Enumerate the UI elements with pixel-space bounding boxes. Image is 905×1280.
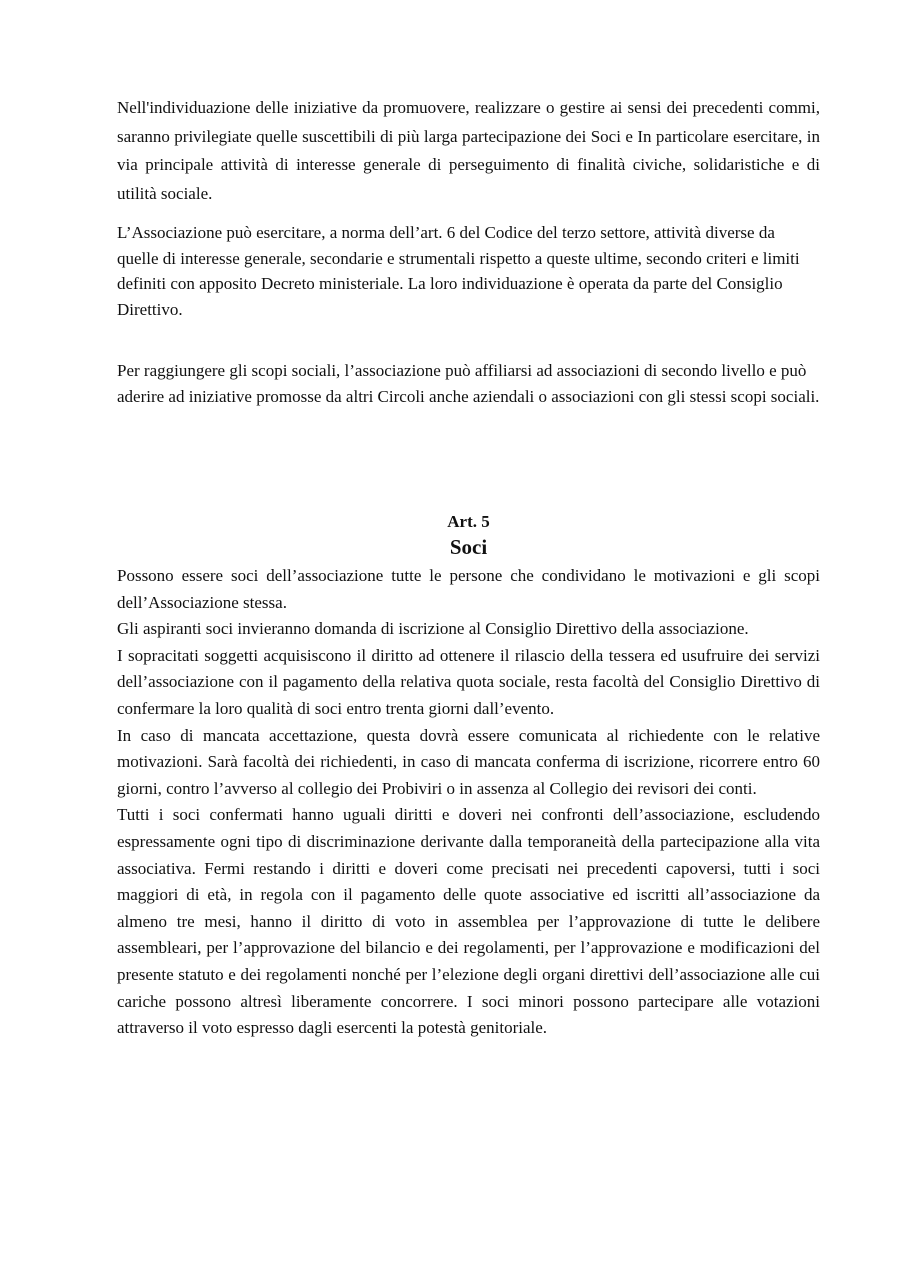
paragraph-membership-rejection: In caso di mancata accettazione, questa dovrà essere comunicata al richiedente con le relative motivazioni. Sarà facoltà dei richiedenti, in caso di mancata conferma di iscrizione, ricorrere entro 60 giorni, contro l’avverso al collegio dei Probiviri o in assenza al Collegio dei revisori dei conti. [117, 725, 820, 798]
article-title: Soci [449, 535, 488, 559]
paragraph-membership-eligibility: Possono essere soci dell’associazione tutte le persone che condividano le motivazioni e gli scopi dell’Associazione stessa. [117, 566, 820, 612]
paragraph-secondary-activities: L’Associazione può esercitare, a norma dell’art. 6 del Codice del terzo settore, attività diverse da quelle di interesse generale, secondarie e strumentali rispetto a queste ultime, secondo criteri e limiti definiti con apposito Decreto ministeriale. La loro individuazione è operata da parte del Consiglio Direttivo. [117, 223, 800, 320]
paragraph-affiliation: Per raggiungere gli scopi sociali, l’associazione può affiliarsi ad associazioni di secondo livello e può aderire ad iniziative promosse da altri Circoli anche aziendali o associazioni con gli stessi scopi sociali. [117, 361, 820, 406]
paragraph-initiatives: Nell'individuazione delle iniziative da promuovere, realizzare o gestire ai sensi dei precedenti commi, saranno privilegiate quelle suscettibili di più larga partecipazione dei Soci e In particolare esercitare, in via principale attività di interesse generale di perseguimento di finalità civiche, solidaristiche e di utilità sociale. [117, 98, 820, 203]
article-number: Art. 5 [447, 512, 490, 531]
paragraph-membership-application: Gli aspiranti soci invieranno domanda di iscrizione al Consiglio Direttivo della associazione. [117, 619, 749, 639]
paragraph-member-rights: Tutti i soci confermati hanno uguali diritti e doveri nei confronti dell’associazione, escludendo espressamente ogni tipo di discriminazione derivante dalla temporaneità della partecipazione alla vita associativa. Fermi restando i diritti e doveri come precisati nei precedenti capoversi, tutti i soci maggiori di età, in regola con il pagamento delle quote associative ed iscritti all’associazione da almeno tre mesi, hanno il diritto di voto in assemblea per l’approvazione di tutte le delibere assembleari, per l’approvazione del bilancio e dei regolamenti, per l’approvazione e modificazioni del presente statuto e dei regolamenti nonché per l’elezione degli organi direttivi dell’associazione alle cui cariche possono altresì liberamente concorrere. I soci minori possono partecipare alle votazioni attraverso il voto espresso dagli esercenti la potestà genitoriale. [117, 805, 820, 1038]
article-body [117, 563, 820, 1042]
paragraph-membership-card: I sopracitati soggetti acquisiscono il diritto ad ottenere il rilascio della tessera ed usufruire dei servizi dell’associazione con il pagamento della relativa quota sociale, resta facoltà del Consiglio Direttivo di confermare la loro qualità di soci entro trenta giorni dall’evento. [117, 645, 820, 718]
